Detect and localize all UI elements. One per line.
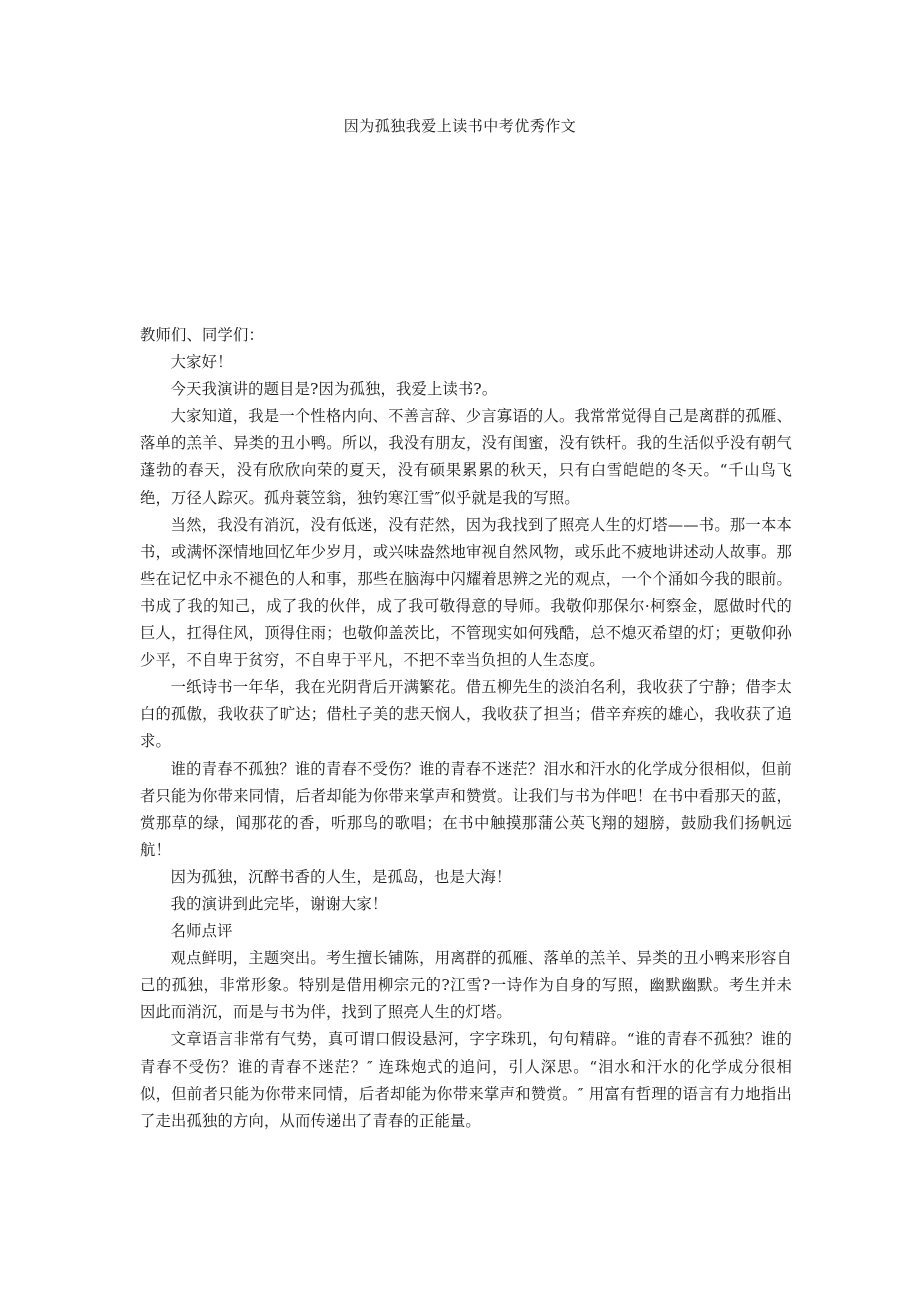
document-body xyxy=(140,322,792,1135)
paragraph-books-lighthouse: 当然，我没有消沉，没有低迷，没有茫然，因为我找到了照亮人生的灯塔——书。那一本本书，或满怀深情地回忆年少岁月，或兴味盎然地审视自然风物，或乐此不疲地讲述动人故事。那些在记忆中永不褪色的人和事，那些在脑海中闪耀着思辨之光的观点，一个个涌如今我的眼前。书成了我的知己，成了我的伙伴，成了我可敬得意的导师。我敬仰那保尔·柯察金，愿做时代的巨人，扛得住风，顶得住雨；也敬仰盖茨比，不管现实如何残酷，总不熄灭希望的灯；更敬仰孙少平，不自卑于贫穷，不自卑于平凡，不把不幸当负担的人生态度。 xyxy=(140,515,792,670)
paragraph-topic: 今天我演讲的题目是?因为孤独，我爱上读书?。 xyxy=(170,380,498,399)
review-heading: 名师点评 xyxy=(170,922,233,941)
paragraph-self-intro: 大家知道，我是一个性格内向、不善言辞、少言寡语的人。我常常觉得自己是离群的孤雁、落单的羔羊、异类的丑小鸭。所以，我没有朋友，没有闺蜜，没有铁杆。我的生活似乎没有朝气蓬勃的春天，没有欣欣向荣的夏天，没有硕果累累的秋天，只有白雪皑皑的冬天。“千山鸟飞绝，万径人踪灭。孤舟蓑笠翁，独钓寒江雪″似乎就是我的写照。 xyxy=(140,407,792,507)
paragraph-youth: 谁的青春不孤独？谁的青春不受伤？谁的青春不迷茫？泪水和汗水的化学成分很相似，但前者只能为你带来同情，后者却能为你带来掌声和赞赏。让我们与书为伴吧！在书中看那天的蓝，赏那草的绿，闻那花的香，听那鸟的歌唱；在书中触摸那蒲公英飞翔的翅膀，鼓励我们扬帆远航！ xyxy=(140,759,792,859)
review-paragraph-1: 观点鲜明，主题突出。考生擅长铺陈，用离群的孤雁、落单的羔羊、异类的丑小鸭来形容自己的孤独，非常形象。特别是借用柳宗元的?江雪?一诗作为自身的写照，幽默幽默。考生并未因此而消沉，而是与书为伴，找到了照亮人生的灯塔。 xyxy=(140,949,792,1022)
paragraph-greeting: 大家好！ xyxy=(170,353,233,372)
paragraph-poetry: 一纸诗书一年华，我在光阴背后开满繁花。借五柳先生的淡泊名利，我收获了宁静；借李太白的孤傲，我收获了旷达；借杜子美的悲天悯人，我收获了担当；借辛弃疾的雄心，我收获了追求。 xyxy=(140,678,792,751)
document-title: 因为孤独我爱上读书中考优秀作文 xyxy=(343,117,577,135)
review-paragraph-2: 文章语言非常有气势，真可谓口假设悬河，字字珠玑，句句精辟。“谁的青春不孤独？谁的青春不受伤？谁的青春不迷茫？″ 连珠炮式的追问，引人深思。“泪水和汗水的化学成分很相似，但前者只能为你带来同情，后者却能为你带来掌声和赞赏。″ 用富有哲理的语言有力地指出了走出孤独的方向，从而传递出了青春的正能量。 xyxy=(140,1030,792,1130)
paragraph-closing: 我的演讲到此完毕，谢谢大家！ xyxy=(170,894,388,913)
paragraph-conclusion: 因为孤独，沉醉书香的人生，是孤岛，也是大海！ xyxy=(170,867,512,886)
salutation: 教师们、同学们： xyxy=(140,326,264,344)
